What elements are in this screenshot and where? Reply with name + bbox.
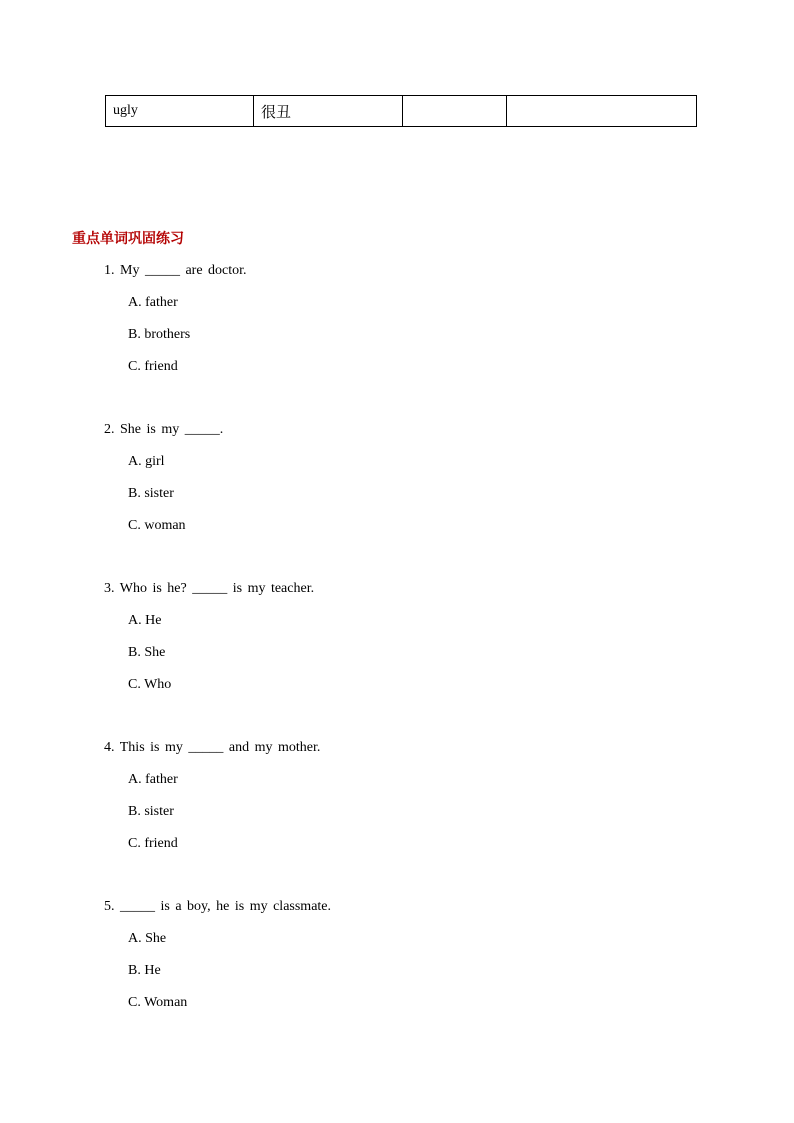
question-5-option-a: A. She (128, 931, 167, 946)
vocab-meaning-cell: 很丑 (254, 96, 403, 127)
question-1-option-a: A. father (128, 295, 178, 310)
question-4-option-a: A. father (128, 772, 178, 787)
vocab-row (106, 96, 697, 127)
question-2-option-a: A. girl (128, 454, 165, 469)
question-2-option-b: B. sister (128, 486, 174, 501)
question-4-option-b: B. sister (128, 804, 174, 819)
section-title: 重点单词巩固练习 (72, 231, 184, 247)
question-1: 1. My _____ are doctor. (104, 263, 247, 278)
question-5: 5. _____ is a boy, he is my classmate. (104, 899, 332, 914)
vocab-empty-cell (403, 96, 507, 127)
question-4-option-c: C. friend (128, 836, 178, 851)
question-4: 4. This is my _____ and my mother. (104, 740, 321, 755)
question-5-option-b: B. He (128, 963, 161, 978)
vocab-table (105, 95, 697, 127)
question-5-option-c: C. Woman (128, 995, 188, 1010)
question-3-option-c: C. Who (128, 677, 172, 692)
question-3: 3. Who is he? _____ is my teacher. (104, 581, 315, 596)
question-2-option-c: C. woman (128, 518, 186, 533)
question-1-option-c: C. friend (128, 359, 178, 374)
vocab-empty-cell (507, 96, 697, 127)
question-3-option-a: A. He (128, 613, 162, 628)
question-2: 2. She is my _____. (104, 422, 224, 437)
question-1-option-b: B. brothers (128, 327, 191, 342)
question-3-option-b: B. She (128, 645, 166, 660)
vocab-word-cell: ugly (106, 96, 254, 127)
